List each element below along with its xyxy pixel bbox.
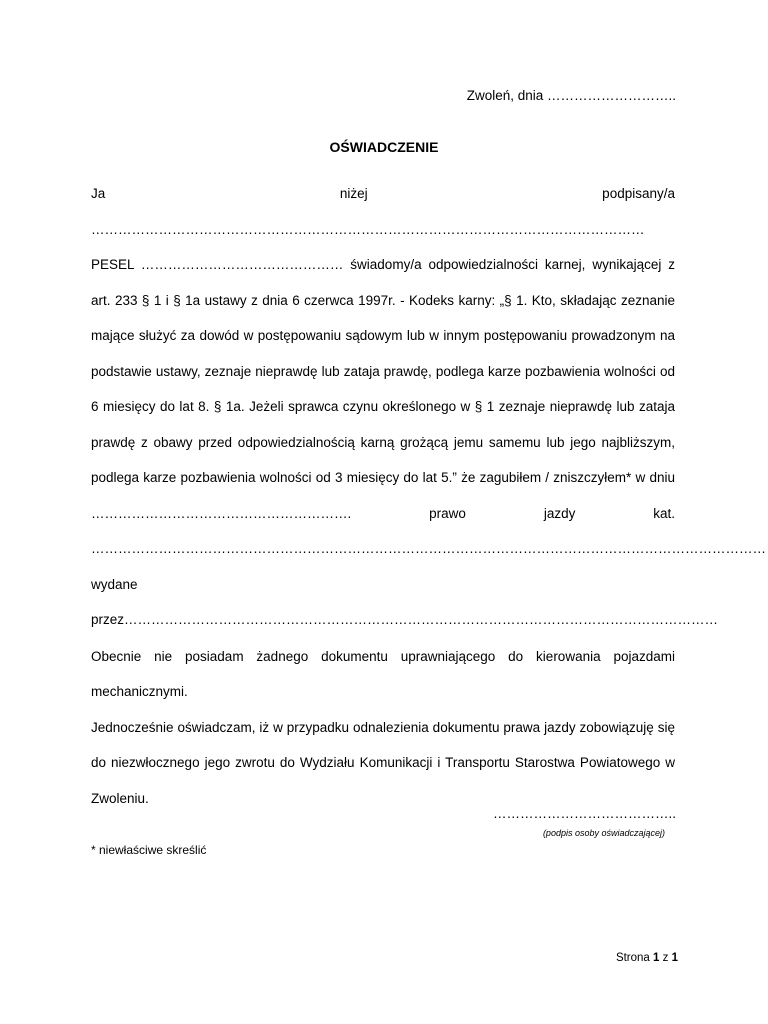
page-current: 1 <box>653 952 660 964</box>
page-separator: z <box>662 952 669 964</box>
signature-line: ………………………………….. <box>492 806 676 821</box>
no-document-paragraph: Obecnie nie posiadam żadnego dokumentu uprawniającego do kierowania pojazdami mechanicznymi. <box>91 648 675 699</box>
place-date-line: Zwoleń, dnia ……………………….. <box>466 88 676 103</box>
signature-caption: (podpis osoby oświadczającej) <box>542 828 665 838</box>
page-total: 1 <box>671 952 678 964</box>
footnote: * niewłaściwe skreślić <box>91 843 207 857</box>
document-body <box>91 176 766 816</box>
page-label: Strona <box>615 952 650 964</box>
document-title: OŚWIADCZENIE <box>329 139 439 155</box>
return-obligation-paragraph: Jednocześnie oświadczam, iż w przypadku odnalezienia dokumentu prawa jazdy zobowiązuję się do niezwłocznego jego zwrotu do Wydziału Komunikacji i Transportu Starostwa Powiatowego w Zwoleniu. <box>91 719 675 806</box>
statement-paragraph: Ja niżej podpisany/a …………………………………………………………………………………………………………… PESEL ……………………………………… świadomy/a odpowiedzialności karnej, wynikającej z art. 233 § 1 i § 1a ustawy z dnia 6 czerwca 1997r. - Kodeks karny: „§ 1. Kto, składając zeznanie mające służyć za dowód w postępowaniu sądowym lub w innym postępowaniu prowadzonym na podstawie ustawy, zeznaje nieprawdę lub zataja prawdę, podlega karze pozbawienia wolności od 6 miesięcy do lat 8. § 1a. Jeżeli sprawca czynu określonego w § 1 zeznaje nieprawdę lub zataja prawdę z obawy przed odpowiedzialnością karną grożącą jemu samemu lub jego najbliższym, podlega karze pozbawienia wolności od 3 miesięcy do lat 5.” że zagubiłem / zniszczyłem* w dniu …………………………………………………. prawo jazdy kat. …………………………………………………………………………………………………………………………………… wydane przez…………………………………………………………………………………………………………………… <box>91 186 766 627</box>
page-number <box>616 952 678 964</box>
